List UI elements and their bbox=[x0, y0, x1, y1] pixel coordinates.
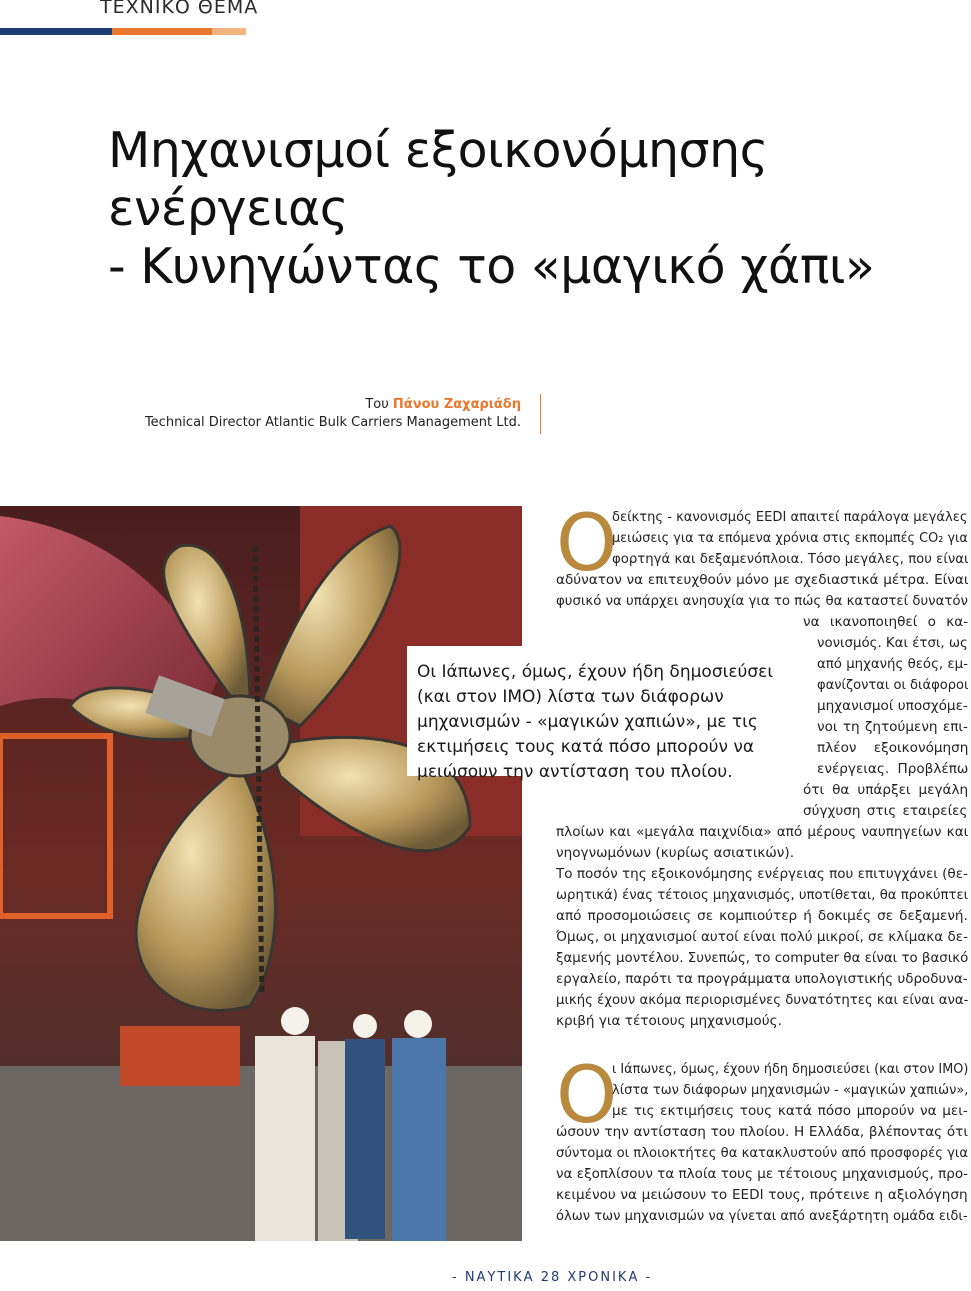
para3-line: σύντομα οι πλοιοκτήτες θα κατακλυστούν από προσφορές για bbox=[556, 1145, 969, 1161]
para1-line: φανίζονται οι διάφοροι bbox=[817, 677, 969, 693]
para3-line: ώσουν την αντίσταση του πλοίου. Η Ελλάδα, βλέποντας ότι bbox=[556, 1124, 968, 1140]
section-label: ΤΕΧΝΙΚΟ ΘΕΜΑ bbox=[100, 0, 259, 18]
author-role: Technical Director Atlantic Bulk Carriers Management Ltd. bbox=[144, 415, 521, 430]
pull-quote: Οι Ιάπωνες, όμως, έχουν ήδη δημοσιεύσει (και στον ΙΜΟ) λίστα των διάφορων μηχανισμών - «μαγικών χαπιών», με τις εκτιμήσεις τους κατά πόσο μπορούν να μειώσουν την αντίσταση του πλοίου. bbox=[407, 646, 795, 776]
para3-line: με τις εκτιμήσεις τους κατά πόσο μπορούν να μει- bbox=[612, 1103, 968, 1119]
para3-line: ι Ιάπωνες, όμως, έχουν ήδη δημοσιεύσει (και στον ΙΜΟ) bbox=[612, 1061, 969, 1077]
para2-line: κριβή για τέτοιους μηχανισμούς. bbox=[556, 1013, 782, 1029]
para3-line: κειμένου να μειώσουν το EEDI τους, πρότεινε η αξιολόγηση bbox=[556, 1187, 968, 1203]
para1-line: νονισμός. Και έτσι, ως bbox=[817, 635, 968, 651]
byline bbox=[145, 396, 521, 432]
para1-line: αδύνατον να επιτευχθούν μόνο με σχεδιαστικά μέτρα. Είναι bbox=[556, 572, 969, 588]
para3-line: λίστα των διάφορων μηχανισμών - «μαγικών χαπιών», bbox=[612, 1082, 969, 1098]
para1-line: μειώσεις για τα επόμενα χρόνια στις εκπομπές CO₂ για bbox=[612, 530, 968, 546]
para1-line: φυσικό να υπάρχει ανησυχία για το πώς θα καταστεί δυνατόν bbox=[556, 593, 968, 609]
para2-line: ωρητικά) ένας τέτοιος μηχανισμός, υποτίθεται, θα προκύπτει bbox=[556, 887, 969, 903]
para1-line: φορτηγά και δεξαμενόπλοια. Τόσο μεγάλες, που είναι bbox=[612, 551, 969, 567]
para1-line: ότι θα υπάρξει μεγάλη bbox=[803, 782, 969, 798]
para1-line: δείκτης - κανονισμός EEDI απαιτεί παράλογα μεγάλες bbox=[612, 509, 968, 525]
drop-cap-1: Ο bbox=[556, 499, 618, 589]
para2-line: εργαλείο, παρότι τα προγράμματα υπολογιστικής υδροδυνα- bbox=[556, 971, 968, 987]
header-rule-blue bbox=[0, 28, 112, 35]
title-line-1: Μηχανισμοί εξοικονόμησης ενέργειας bbox=[108, 122, 768, 237]
para2-line: από προσομοιώσεις σε κομπιούτερ ή δοκιμές σε δεξαμενή. bbox=[556, 908, 968, 924]
para1-line: νοι τη ζητούμενη επι- bbox=[817, 719, 968, 735]
para1-line: νηογνωμόνων (κυρίως ασιατικών). bbox=[556, 845, 795, 861]
para1-line: πλοίων και «μεγάλα παιχνίδια» από μέρους ναυπηγείων και bbox=[556, 824, 969, 840]
author-name: Πάνου Ζαχαριάδη bbox=[392, 397, 521, 412]
page-footer: - ΝΑΥΤΙΚΑ 28 ΧΡΟΝΙΚΑ - bbox=[452, 1270, 653, 1285]
para1-line: σύγχυση στις εταιρείες bbox=[803, 803, 968, 819]
header-rule-orange bbox=[112, 28, 212, 35]
byline-prefix: Του bbox=[365, 397, 393, 412]
drop-cap-2: Ο bbox=[556, 1051, 618, 1141]
para2-line: ξαμενής μοντέλου. Συνεπώς, το computer θα είναι το βασικό bbox=[556, 950, 969, 966]
para1-line: να ικανοποιηθεί ο κα- bbox=[803, 614, 969, 630]
title-line-2: - Κυνηγώντας το «μαγικό χάπι» bbox=[108, 238, 875, 295]
para2-line: Το ποσόν της εξοικονόμησης ενέργειας που επιτυγχάνει (θε- bbox=[556, 866, 968, 882]
para3-line: όλων των μηχανισμών να γίνεται από ανεξάρτητη ομάδα ειδι- bbox=[556, 1208, 968, 1224]
para1-line: ενέργειας. Προβλέπω bbox=[817, 761, 969, 777]
article-photo bbox=[0, 506, 522, 1241]
para1-line: μηχανισμοί υποσχόμε- bbox=[817, 698, 968, 714]
para1-line: από μηχανής θεός, εμ- bbox=[817, 656, 968, 672]
para3-line: να εξοπλίσουν τα πλοία τους με τέτοιους μηχανισμούς, προ- bbox=[556, 1166, 969, 1182]
para2-line: μικής έχουν ακόμα περιορισμένες δυνατότητες και είναι ανα- bbox=[556, 992, 969, 1008]
para2-line: Όμως, οι μηχανισμοί αυτοί είναι πολύ μικροί, σε κλίμακα δε- bbox=[556, 929, 968, 945]
para1-line: πλέον εξοικονόμηση bbox=[817, 740, 969, 756]
byline-rule bbox=[540, 394, 541, 434]
header-rule-peach bbox=[212, 28, 246, 35]
article-title bbox=[108, 122, 968, 296]
